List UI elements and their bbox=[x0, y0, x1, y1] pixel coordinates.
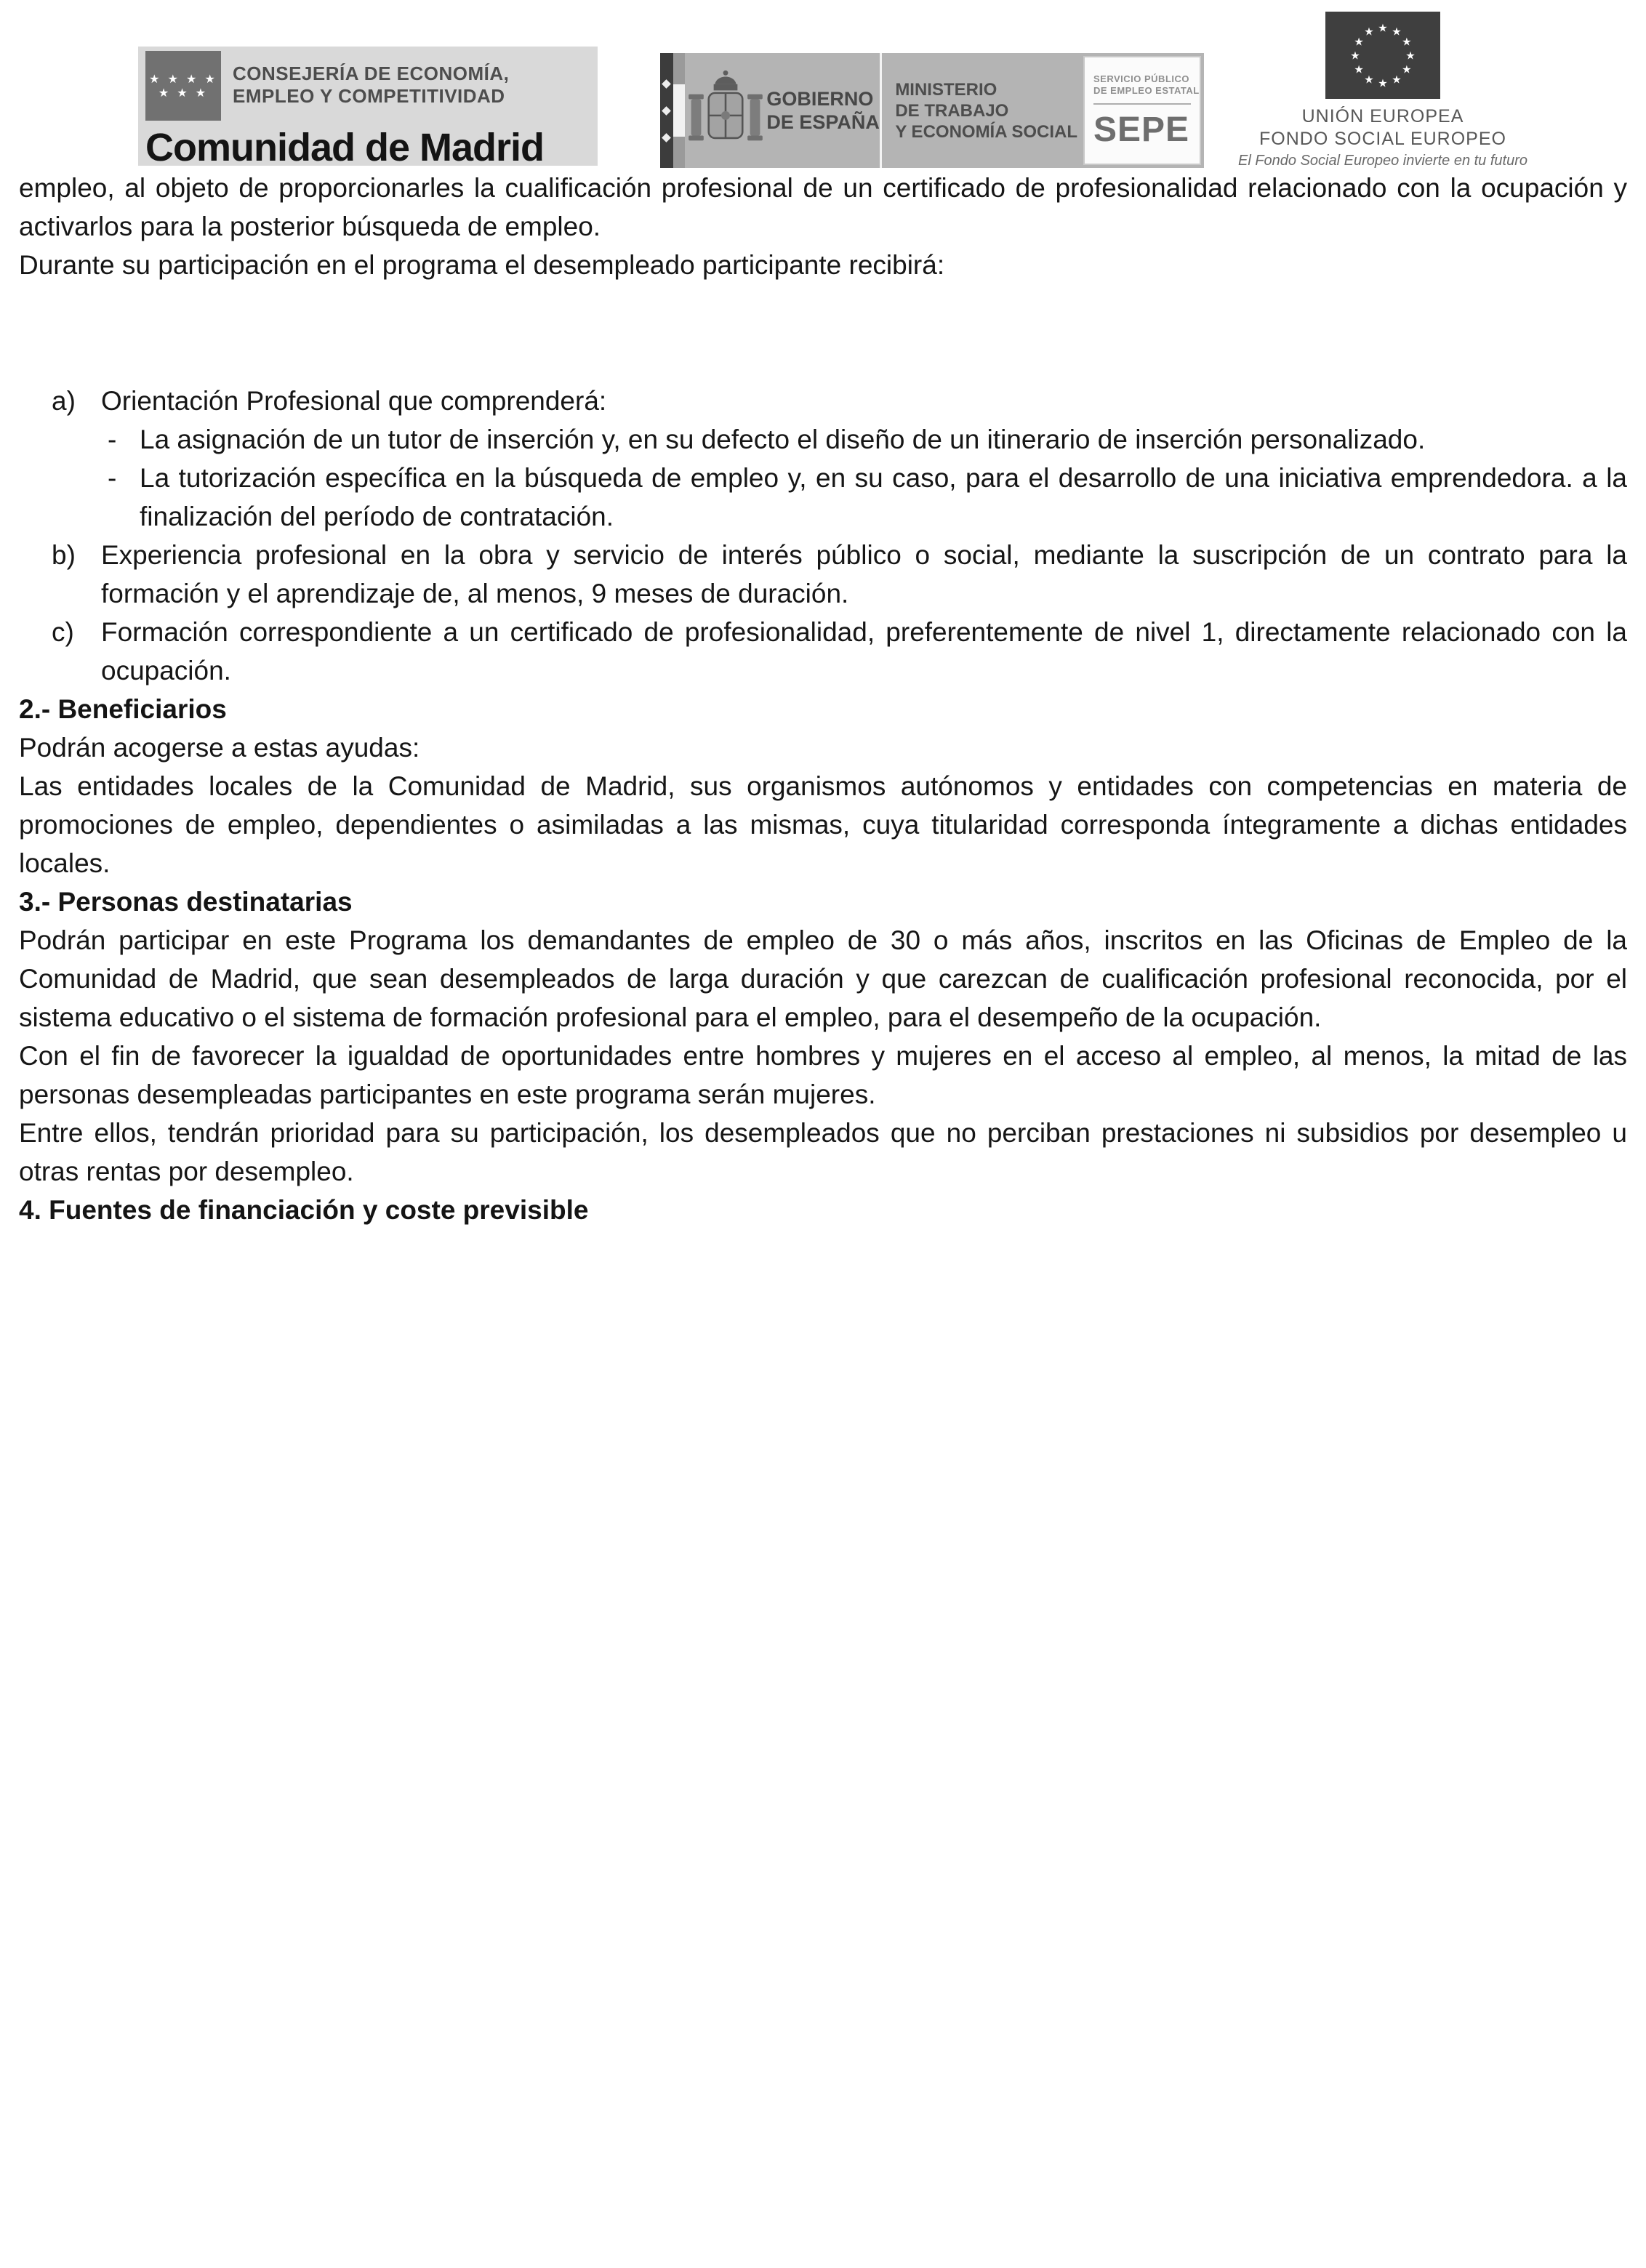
gobierno-espana-banner bbox=[660, 53, 1204, 168]
svg-text:★: ★ bbox=[1392, 73, 1402, 87]
paragraph-entidades-locales: Las entidades locales de la Comunidad de Madrid, sus organismos autónomos y entidades con competencias en materia de promociones de empleo, dependientes o asimiladas a las mismas, cuya titularidad corresponda íntegramente a dichas entidades locales. bbox=[19, 771, 1627, 878]
flag-band-middle bbox=[673, 84, 685, 137]
section-heading-personas-destinatarias: 3.- Personas destinatarias bbox=[19, 887, 353, 917]
svg-text:★: ★ bbox=[1354, 63, 1364, 76]
list-item-c-text: Formación correspondiente a un certificado de profesionalidad, preferentemente de nivel 1, directamente relacionado con la ocupación. bbox=[101, 617, 1627, 685]
madrid-stars-row-2: ★ ★ ★ bbox=[158, 86, 209, 100]
madrid-flag-icon bbox=[145, 51, 221, 121]
svg-text:★: ★ bbox=[1354, 35, 1364, 49]
stripe-dot-icon bbox=[662, 133, 672, 142]
madrid-logo-top-row bbox=[145, 51, 590, 121]
gobierno-line-2: DE ESPAÑA bbox=[766, 111, 880, 133]
paragraph-durante: Durante su participación en el programa el desempleado participante recibirá: bbox=[19, 250, 945, 280]
consejeria-line-2: EMPLEO Y COMPETITIVIDAD bbox=[233, 85, 505, 107]
section-heading-beneficiarios: 2.- Beneficiarios bbox=[19, 694, 227, 724]
paragraph-igualdad: Con el fin de favorecer la igualdad de oportunidades entre hombres y mujeres en el acceso al empleo, al menos, la mitad de las personas desempleadas participantes en este programa serán mujeres. bbox=[19, 1041, 1627, 1109]
list-marker-c: c) bbox=[52, 617, 74, 647]
ministerio-line-3: Y ECONOMÍA SOCIAL bbox=[895, 121, 1077, 142]
spain-coat-of-arms-icon bbox=[685, 53, 766, 168]
madrid-stars-row-1: ★ ★ ★ ★ bbox=[149, 72, 217, 86]
svg-text:★: ★ bbox=[1402, 35, 1412, 49]
spain-flag-icon bbox=[673, 53, 685, 168]
svg-text:★: ★ bbox=[1405, 49, 1416, 63]
ministerio-label bbox=[882, 53, 1077, 168]
list-subitem-1 bbox=[19, 420, 1627, 459]
list-subitem-2-marker: - bbox=[108, 463, 117, 493]
list-marker-b: b) bbox=[52, 540, 76, 570]
sepe-small-line-2: DE EMPLEO ESTATAL bbox=[1093, 85, 1200, 96]
list-subitem-1-marker: - bbox=[108, 425, 117, 454]
spain-banner-stripe-icon bbox=[660, 53, 673, 168]
stripe-dot-icon bbox=[662, 79, 672, 89]
paragraph-intro: empleo, al objeto de proporcionarles la cualificación profesional de un certificado de profesionalidad relacionado con la ocupación y activarlos para la posterior búsqueda de empleo. bbox=[19, 173, 1627, 241]
svg-text:★: ★ bbox=[1392, 25, 1402, 39]
list-marker-a: a) bbox=[52, 386, 76, 416]
flag-band-top bbox=[673, 53, 685, 84]
consejeria-line-1: CONSEJERÍA DE ECONOMÍA, bbox=[233, 63, 510, 84]
sepe-logo bbox=[1083, 56, 1201, 165]
svg-text:★: ★ bbox=[1364, 25, 1374, 39]
section-heading-fuentes-financiacion: 4. Fuentes de financiación y coste previsible bbox=[19, 1195, 589, 1225]
list-subitem-1-text: La asignación de un tutor de inserción y, en su defecto el diseño de un itinerario de inserción personalizado. bbox=[140, 425, 1426, 454]
document-header bbox=[0, 0, 1646, 169]
eu-union-europea-label: UNIÓN EUROPEA bbox=[1301, 106, 1464, 126]
svg-text:★: ★ bbox=[1378, 76, 1388, 90]
gobierno-line-1: GOBIERNO bbox=[766, 88, 874, 110]
paragraph-podran-participar: Podrán participar en este Programa los demandantes de empleo de 30 o más años, inscritos en las Oficinas de Empleo de la Comunidad de Madrid, que sean desempleados de larga duración y que carezcan de cualificación profesional reconocida, por el sistema educativo o el sistema de formación profesional para el empleo, para el desempeño de la ocupación. bbox=[19, 925, 1627, 1032]
list-subitem-2 bbox=[19, 459, 1627, 536]
paragraph-podran-acogerse: Podrán acogerse a estas ayudas: bbox=[19, 733, 420, 763]
stripe-dot-icon bbox=[662, 106, 672, 116]
sepe-rule bbox=[1093, 103, 1191, 105]
svg-text:★: ★ bbox=[1402, 63, 1412, 76]
list-item-b-text: Experiencia profesional en la obra y servicio de interés público o social, mediante la suscripción de un contrato para la formación y el aprendizaje de, al menos, 9 meses de duración. bbox=[101, 540, 1627, 608]
eu-fondo-social-label: FONDO SOCIAL EUROPEO bbox=[1259, 129, 1506, 149]
sepe-acronym: SEPE bbox=[1093, 110, 1190, 149]
eu-flag-icon bbox=[1223, 12, 1543, 99]
eu-fondo-social-logo bbox=[1223, 12, 1543, 169]
ministerio-line-2: DE TRABAJO bbox=[895, 100, 1009, 121]
list-item-a bbox=[19, 382, 1627, 420]
svg-text:★: ★ bbox=[1378, 21, 1388, 35]
list-item-c bbox=[19, 613, 1627, 690]
list-subitem-2-text: La tutorización específica en la búsqueda de empleo y, en su caso, para el desarrollo de una iniciativa emprendedora. a la finalización del período de contratación. bbox=[140, 463, 1627, 531]
gobierno-espana-label bbox=[766, 53, 880, 168]
comunidad-madrid-wordmark: Comunidad de Madrid bbox=[145, 126, 544, 169]
sepe-small-line-1: SERVICIO PÚBLICO bbox=[1093, 73, 1190, 84]
list-item-b bbox=[19, 536, 1627, 613]
eu-tagline: El Fondo Social Europeo invierte en tu futuro bbox=[1237, 153, 1528, 169]
benefits-list bbox=[19, 382, 1627, 690]
document-body bbox=[0, 169, 1646, 1229]
svg-text:★: ★ bbox=[1350, 49, 1360, 63]
ministerio-line-1: MINISTERIO bbox=[895, 79, 997, 100]
comunidad-madrid-logo bbox=[138, 47, 598, 169]
consejeria-title bbox=[233, 51, 509, 121]
paragraph-prioridad: Entre ellos, tendrán prioridad para su participación, los desempleados que no perciban prestaciones ni subsidios por desempleo u otras rentas por desempleo. bbox=[19, 1118, 1627, 1186]
flag-band-bottom bbox=[673, 137, 685, 168]
list-item-a-text: Orientación Profesional que comprenderá: bbox=[101, 386, 607, 416]
svg-text:★: ★ bbox=[1364, 73, 1374, 87]
